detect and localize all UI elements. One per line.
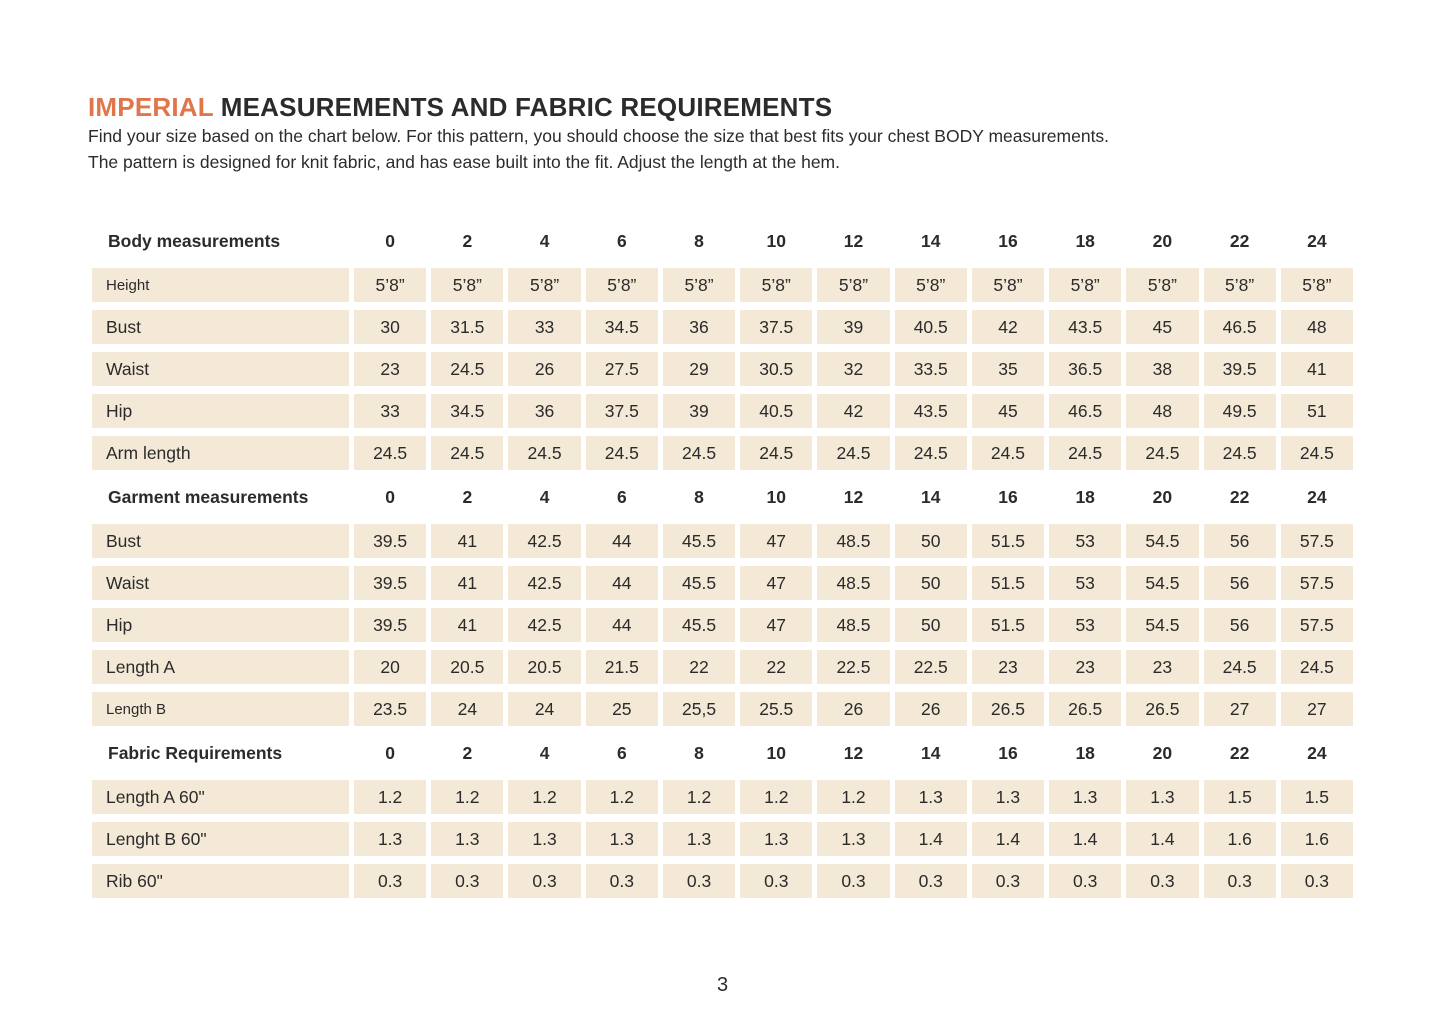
size-header: 16 <box>998 742 1018 763</box>
size-header: 18 <box>1075 230 1095 251</box>
table-cell: 5’8” <box>1281 268 1353 302</box>
size-header: 4 <box>539 742 550 763</box>
size-header: 20 <box>1152 230 1173 251</box>
table-cell: 24 <box>508 692 580 726</box>
table-cell: 1.3 <box>354 822 426 856</box>
table-cell: 41 <box>431 566 503 600</box>
table-cell: 34.5 <box>431 394 503 428</box>
table-cell: 26 <box>817 692 889 726</box>
table-cell: 25 <box>586 692 658 726</box>
table-cell: 42.5 <box>508 608 580 642</box>
size-header: 24 <box>1307 486 1327 507</box>
table-cell: 42.5 <box>508 524 580 558</box>
size-header: 8 <box>694 230 704 251</box>
table-cell: 26 <box>508 352 580 386</box>
table-cell: 1.4 <box>1049 822 1121 856</box>
size-header: 8 <box>694 742 704 763</box>
table-cell: 1.5 <box>1281 780 1353 814</box>
table-cell: 56 <box>1204 608 1276 642</box>
table-cell: 24.5 <box>1281 650 1353 684</box>
table-cell: 24.5 <box>1126 436 1198 470</box>
table-cell: 26.5 <box>972 692 1044 726</box>
section-header: Garment measurements <box>108 486 309 507</box>
table-cell: 23 <box>354 352 426 386</box>
table-cell: 0.3 <box>1049 864 1121 898</box>
table-cell: 41 <box>431 608 503 642</box>
table-cell: 27 <box>1281 692 1353 726</box>
intro-text <box>88 123 1109 175</box>
table-cell: 1.3 <box>895 780 967 814</box>
table-cell: 41 <box>431 524 503 558</box>
table-cell: 32 <box>817 352 889 386</box>
table-cell: 0.3 <box>740 864 812 898</box>
table-cell: 56 <box>1204 566 1276 600</box>
table-cell: 5’8” <box>663 268 735 302</box>
size-header: 10 <box>766 486 786 507</box>
table-cell: 22 <box>740 650 812 684</box>
table-cell: 20.5 <box>508 650 580 684</box>
table-cell: 51.5 <box>972 608 1044 642</box>
table-cell: 22.5 <box>895 650 967 684</box>
table-cell: 1.6 <box>1281 822 1353 856</box>
table-cell: 24.5 <box>1049 436 1121 470</box>
size-header: 0 <box>385 742 395 763</box>
table-cell: 1.3 <box>972 780 1044 814</box>
table-cell: 42 <box>817 394 889 428</box>
table-cell: 53 <box>1049 566 1121 600</box>
size-header: 24 <box>1307 742 1327 763</box>
size-header: 8 <box>694 486 704 507</box>
table-cell: 30 <box>354 310 426 344</box>
row-label: Waist <box>92 566 349 600</box>
table-cell: 33.5 <box>895 352 967 386</box>
table-cell: 56 <box>1204 524 1276 558</box>
table-cell: 50 <box>895 608 967 642</box>
table-cell: 1.2 <box>508 780 580 814</box>
table-cell: 0.3 <box>895 864 967 898</box>
table-cell: 1.4 <box>895 822 967 856</box>
size-header: 2 <box>462 230 473 251</box>
size-header: 16 <box>998 230 1018 251</box>
table-cell: 24.5 <box>817 436 889 470</box>
table-cell: 24.5 <box>972 436 1044 470</box>
table-cell: 35 <box>972 352 1044 386</box>
section-header: Fabric Requirements <box>108 742 283 763</box>
table-cell: 24.5 <box>431 436 503 470</box>
table-cell: 57.5 <box>1281 608 1353 642</box>
size-header: 20 <box>1152 486 1173 507</box>
row-label: Hip <box>92 394 349 428</box>
table-cell: 0.3 <box>431 864 503 898</box>
table-cell: 24.5 <box>740 436 812 470</box>
table-cell: 39.5 <box>1204 352 1276 386</box>
table-cell: 45.5 <box>663 524 735 558</box>
table-cell: 39 <box>817 310 889 344</box>
table-cell: 0.3 <box>508 864 580 898</box>
table-cell: 54.5 <box>1126 566 1198 600</box>
table-cell: 22.5 <box>817 650 889 684</box>
table-cell: 21.5 <box>586 650 658 684</box>
row-label: Length B <box>92 692 349 726</box>
size-header: 24 <box>1307 230 1327 251</box>
table-cell: 47 <box>740 524 812 558</box>
table-cell: 5’8” <box>586 268 658 302</box>
table-cell: 23 <box>1126 650 1198 684</box>
table-cell: 24.5 <box>508 436 580 470</box>
table-cell: 25.5 <box>740 692 812 726</box>
row-label: Rib 60" <box>92 864 349 898</box>
table-cell: 1.4 <box>1126 822 1198 856</box>
table-cell: 37.5 <box>740 310 812 344</box>
table-cell: 1.4 <box>972 822 1044 856</box>
table-cell: 51.5 <box>972 566 1044 600</box>
table-cell: 36 <box>508 394 580 428</box>
row-label: Bust <box>92 310 349 344</box>
size-header: 10 <box>766 230 786 251</box>
table-cell: 48.5 <box>817 608 889 642</box>
size-header: 2 <box>462 486 473 507</box>
table-cell: 36.5 <box>1049 352 1121 386</box>
table-cell: 1.2 <box>740 780 812 814</box>
table-cell: 1.3 <box>586 822 658 856</box>
table-cell: 23 <box>1049 650 1121 684</box>
table-cell: 26.5 <box>1126 692 1198 726</box>
page-title-highlight: IMPERIAL <box>88 92 214 122</box>
table-cell: 31.5 <box>431 310 503 344</box>
table-cell: 29 <box>663 352 735 386</box>
table-cell: 5’8” <box>972 268 1044 302</box>
size-header: 14 <box>920 230 941 251</box>
table-cell: 0.3 <box>1281 864 1353 898</box>
table-cell: 22 <box>663 650 735 684</box>
page-title <box>88 92 832 123</box>
table-cell: 45 <box>972 394 1044 428</box>
table-cell: 45.5 <box>663 566 735 600</box>
table-cell: 1.3 <box>740 822 812 856</box>
table-cell: 5’8” <box>354 268 426 302</box>
size-header: 6 <box>616 230 627 251</box>
table-cell: 1.3 <box>1126 780 1198 814</box>
table-cell: 57.5 <box>1281 524 1353 558</box>
section-header: Body measurements <box>108 230 281 251</box>
table-cell: 57.5 <box>1281 566 1353 600</box>
table-cell: 33 <box>354 394 426 428</box>
table-cell: 44 <box>586 524 658 558</box>
table-cell: 26 <box>895 692 967 726</box>
table-cell: 45.5 <box>663 608 735 642</box>
table-cell: 33 <box>508 310 580 344</box>
size-header: 14 <box>920 742 941 763</box>
table-cell: 40.5 <box>895 310 967 344</box>
table-cell: 47 <box>740 608 812 642</box>
size-header: 22 <box>1229 230 1250 251</box>
table-cell: 1.3 <box>663 822 735 856</box>
size-header: 4 <box>539 486 550 507</box>
table-cell: 25,5 <box>663 692 735 726</box>
table-cell: 23 <box>972 650 1044 684</box>
size-header: 6 <box>616 486 627 507</box>
table-cell: 27 <box>1204 692 1276 726</box>
table-cell: 48 <box>1281 310 1353 344</box>
size-header: 18 <box>1075 486 1095 507</box>
table-cell: 39.5 <box>354 524 426 558</box>
page-title-rest: MEASUREMENTS AND FABRIC REQUIREMENTS <box>213 92 833 122</box>
size-header: 22 <box>1229 742 1250 763</box>
size-header: 12 <box>843 230 864 251</box>
table-cell: 24.5 <box>431 352 503 386</box>
row-label: Length A 60" <box>92 780 349 814</box>
size-header: 14 <box>920 486 941 507</box>
row-label: Bust <box>92 524 349 558</box>
table-cell: 20 <box>354 650 426 684</box>
table-cell: 24.5 <box>1281 436 1353 470</box>
table-cell: 48.5 <box>817 524 889 558</box>
table-cell: 5’8” <box>508 268 580 302</box>
table-cell: 39 <box>663 394 735 428</box>
intro-line-1: Find your size based on the chart below. For this pattern, you should choose the size that best fits your chest BODY measurements. <box>88 126 1110 146</box>
table-cell: 1.6 <box>1204 822 1276 856</box>
size-header: 2 <box>462 742 473 763</box>
table-cell: 24.5 <box>895 436 967 470</box>
table-cell: 49.5 <box>1204 394 1276 428</box>
table-cell: 27.5 <box>586 352 658 386</box>
table-cell: 43.5 <box>1049 310 1121 344</box>
table-cell: 54.5 <box>1126 524 1198 558</box>
row-label: Lenght B 60" <box>92 822 349 856</box>
table-cell: 24.5 <box>1204 436 1276 470</box>
table-cell: 1.2 <box>354 780 426 814</box>
table-cell: 34.5 <box>586 310 658 344</box>
table-cell: 24.5 <box>1204 650 1276 684</box>
size-header: 22 <box>1229 486 1250 507</box>
row-label: Length A <box>92 650 349 684</box>
table-cell: 0.3 <box>663 864 735 898</box>
size-header: 18 <box>1075 742 1095 763</box>
table-cell: 1.3 <box>431 822 503 856</box>
table-cell: 30.5 <box>740 352 812 386</box>
row-label: Height <box>92 268 349 302</box>
size-header: 10 <box>766 742 786 763</box>
table-cell: 24.5 <box>586 436 658 470</box>
table-cell: 1.5 <box>1204 780 1276 814</box>
table-cell: 5’8” <box>431 268 503 302</box>
measurements-table <box>92 222 1353 898</box>
table-cell: 48 <box>1126 394 1198 428</box>
table-cell: 39.5 <box>354 608 426 642</box>
table-cell: 1.2 <box>586 780 658 814</box>
size-header: 6 <box>616 742 627 763</box>
table-cell: 46.5 <box>1049 394 1121 428</box>
table-cell: 48.5 <box>817 566 889 600</box>
table-cell: 50 <box>895 566 967 600</box>
table-cell: 5’8” <box>1126 268 1198 302</box>
page-number: 3 <box>716 974 729 996</box>
table-cell: 44 <box>586 566 658 600</box>
table-cell: 50 <box>895 524 967 558</box>
table-cell: 5’8” <box>817 268 889 302</box>
table-cell: 37.5 <box>586 394 658 428</box>
row-label: Hip <box>92 608 349 642</box>
table-cell: 0.3 <box>354 864 426 898</box>
table-cell: 1.2 <box>817 780 889 814</box>
table-cell: 1.2 <box>431 780 503 814</box>
table-cell: 36 <box>663 310 735 344</box>
table-cell: 0.3 <box>1126 864 1198 898</box>
size-header: 0 <box>385 230 395 251</box>
table-cell: 42.5 <box>508 566 580 600</box>
table-cell: 24 <box>431 692 503 726</box>
table-cell: 1.3 <box>1049 780 1121 814</box>
intro-line-2: The pattern is designed for knit fabric, and has ease built into the fit. Adjust the length at the hem. <box>88 152 840 172</box>
size-header: 0 <box>385 486 395 507</box>
table-cell: 1.2 <box>663 780 735 814</box>
table-cell: 44 <box>586 608 658 642</box>
table-cell: 1.3 <box>508 822 580 856</box>
table-cell: 24.5 <box>663 436 735 470</box>
table-cell: 5’8” <box>1049 268 1121 302</box>
table-cell: 53 <box>1049 608 1121 642</box>
table-cell: 39.5 <box>354 566 426 600</box>
table-cell: 53 <box>1049 524 1121 558</box>
size-header: 16 <box>998 486 1018 507</box>
size-header: 20 <box>1152 742 1173 763</box>
size-header: 12 <box>843 486 864 507</box>
table-cell: 38 <box>1126 352 1198 386</box>
table-cell: 5’8” <box>1204 268 1276 302</box>
table-cell: 45 <box>1126 310 1198 344</box>
table-cell: 0.3 <box>817 864 889 898</box>
table-cell: 0.3 <box>586 864 658 898</box>
table-cell: 41 <box>1281 352 1353 386</box>
table-cell: 23.5 <box>354 692 426 726</box>
row-label: Waist <box>92 352 349 386</box>
table-cell: 5’8” <box>740 268 812 302</box>
size-header: 12 <box>843 742 864 763</box>
table-cell: 24.5 <box>354 436 426 470</box>
size-header: 4 <box>539 230 550 251</box>
table-cell: 40.5 <box>740 394 812 428</box>
table-cell: 43.5 <box>895 394 967 428</box>
table-cell: 20.5 <box>431 650 503 684</box>
table-cell: 46.5 <box>1204 310 1276 344</box>
table-cell: 42 <box>972 310 1044 344</box>
table-cell: 26.5 <box>1049 692 1121 726</box>
table-cell: 51 <box>1281 394 1353 428</box>
table-cell: 1.3 <box>817 822 889 856</box>
table-cell: 0.3 <box>1204 864 1276 898</box>
row-label: Arm length <box>92 436 349 470</box>
table-cell: 47 <box>740 566 812 600</box>
table-cell: 51.5 <box>972 524 1044 558</box>
table-cell: 5’8” <box>895 268 967 302</box>
table-cell: 54.5 <box>1126 608 1198 642</box>
table-cell: 0.3 <box>972 864 1044 898</box>
